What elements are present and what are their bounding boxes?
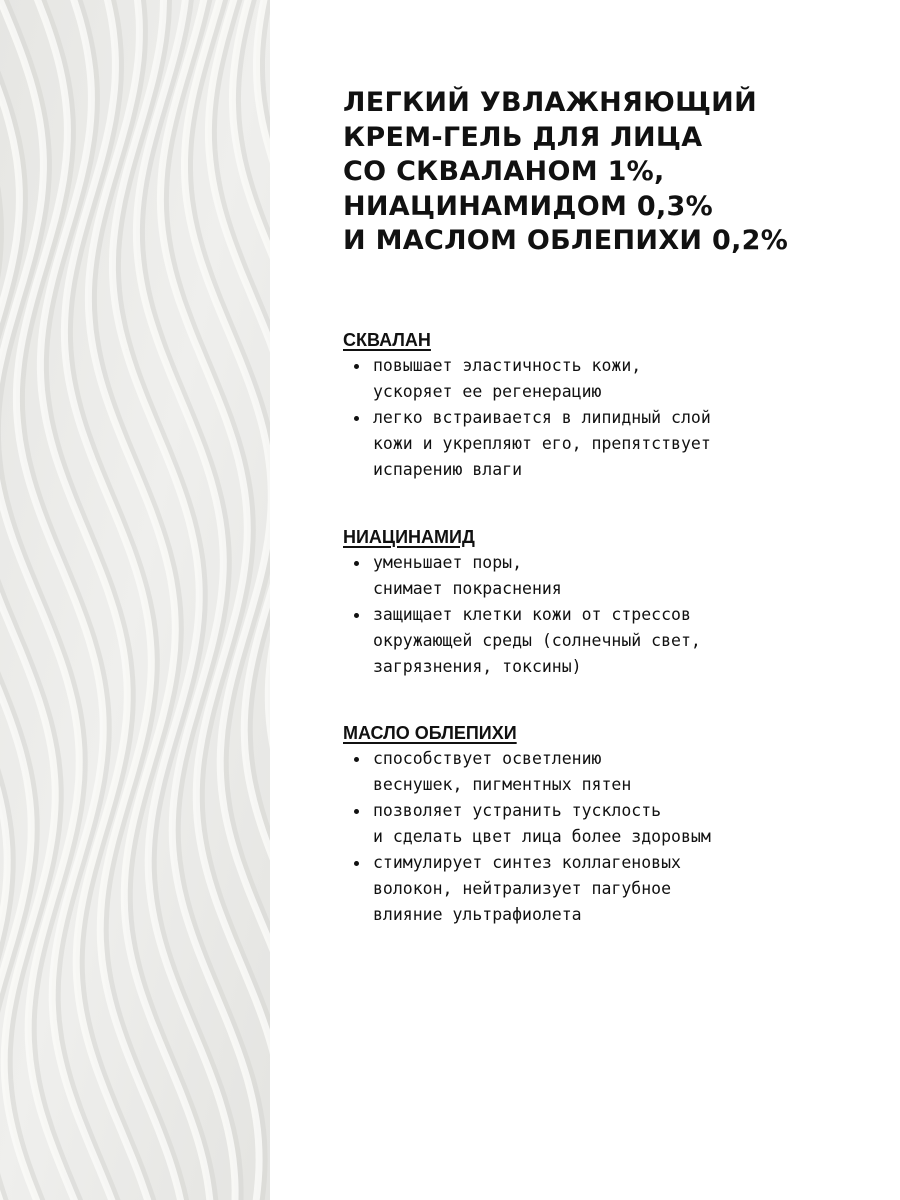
list-item <box>343 602 883 680</box>
list-item-line: веснушек, пигментных пятен <box>373 775 632 794</box>
section-niacinamide <box>343 526 883 680</box>
list-item-line: испарению влаги <box>373 460 523 479</box>
list-item-line: защищает клетки кожи от стрессов <box>373 605 691 624</box>
list-item-line: стимулирует синтез коллагеновых <box>373 853 681 872</box>
list-item <box>343 405 883 483</box>
product-title <box>343 86 883 259</box>
list-item-line: снимает покраснения <box>373 579 562 598</box>
description-panel <box>343 86 883 924</box>
cream-texture-waves <box>0 0 270 1200</box>
list-item <box>343 353 883 405</box>
list-item-line: уменьшает поры, <box>373 553 523 572</box>
section-heading: НИАЦИНАМИД <box>343 527 475 547</box>
list-item-line: волокон, нейтрализует пагубное <box>373 879 672 898</box>
title-line: НИАЦИНАМИДОМ 0,3% <box>343 190 713 222</box>
list-item-line: ускоряет ее регенерацию <box>373 382 602 401</box>
benefits-list <box>343 746 883 928</box>
list-item <box>343 850 883 928</box>
benefits-list <box>343 550 883 680</box>
section-heading: МАСЛО ОБЛЕПИХИ <box>343 723 517 743</box>
list-item-line: и сделать цвет лица более здоровым <box>373 827 711 846</box>
title-line: КРЕМ-ГЕЛЬ ДЛЯ ЛИЦА <box>343 121 703 153</box>
list-item <box>343 798 883 850</box>
title-line: И МАСЛОМ ОБЛЕПИХИ 0,2% <box>343 225 789 256</box>
section-sea-buckthorn-oil <box>343 722 883 928</box>
benefits-list <box>343 353 883 483</box>
list-item-line: способствует осветлению <box>373 749 602 768</box>
list-item <box>343 550 883 602</box>
cream-texture-image <box>0 0 270 1200</box>
section-heading: СКВАЛАН <box>343 330 431 350</box>
list-item-line: легко встраивается в липидный слой <box>373 408 711 427</box>
list-item-line: позволяет устранить тусклость <box>373 801 662 820</box>
list-item <box>343 746 883 798</box>
title-line: СО СКВАЛАНОМ 1%, <box>343 156 665 187</box>
list-item-line: влияние ультрафиолета <box>373 905 582 924</box>
list-item-line: окружающей среды (солнечный свет, <box>373 631 701 650</box>
list-item-line: повышает эластичность кожи, <box>373 356 642 375</box>
list-item-line: загрязнения, токсины) <box>373 657 582 676</box>
title-line: ЛЕГКИЙ УВЛАЖНЯЮЩИЙ <box>343 87 757 118</box>
section-squalane <box>343 329 883 483</box>
list-item-line: кожи и укрепляют его, препятствует <box>373 434 711 453</box>
